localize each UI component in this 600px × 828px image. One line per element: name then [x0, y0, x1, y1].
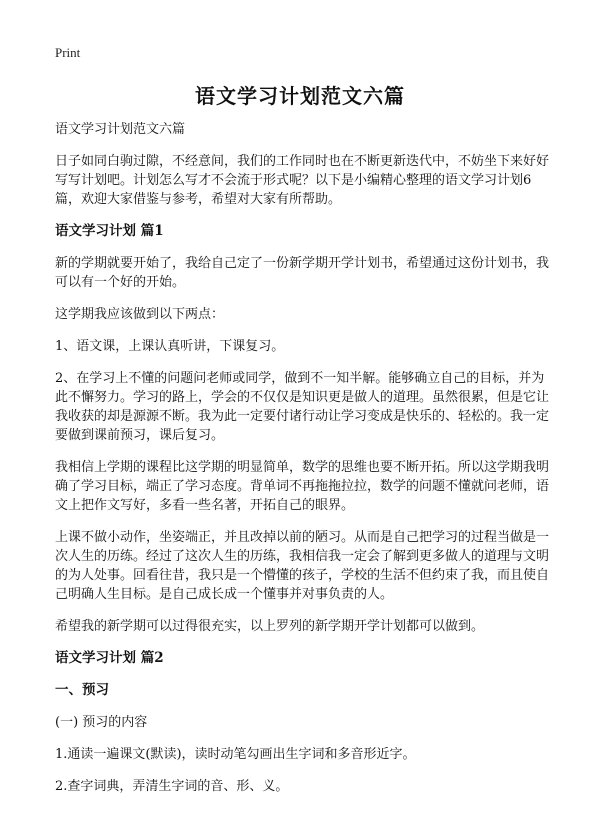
paragraph: 我相信上学期的课程比这学期的明显简单，数学的思维也要不断开拓。所以这学期我明确了学习目标，端正了学习态度。背单词不再拖拖拉拉，数学的问题不懂就问老师，语文上把作文写好，多看一些名著，开拓自己的眼界。	[55, 460, 550, 513]
intro-paragraph: 日子如同白驹过隙，不经意间，我们的工作同时也在不断更新迭代中，不妨坐下来好好写写计划吧。计划怎么写才不会流于形式呢？以下是小编精心整理的语文学习计划6篇，欢迎大家借鉴与参考，希望对大家有所帮助。	[55, 154, 550, 207]
page-title: 语文学习计划范文六篇	[195, 84, 405, 108]
paragraph: 新的学期就要开始了，我给自己定了一份新学期开学计划书，希望通过这份计划书，我可以有一个好的开始。	[55, 256, 550, 290]
paragraph: (一) 预习的内容	[55, 715, 148, 730]
document-body	[55, 120, 550, 809]
section-heading-2: 语文学习计划 篇2	[55, 650, 164, 666]
paragraph: 2.查字词典，弄清生字词的音、形、义。	[55, 779, 289, 794]
paragraph: 这学期我应该做到以下两点：	[55, 307, 225, 322]
subsection-heading: 一、预习	[55, 682, 109, 698]
paragraph: 上课不做小动作，坐姿端正，并且改掉以前的陋习。从而是自己把学习的过程当做是一次人生的历练。经过了这次人生的历练，我相信我一定会了解到更多做人的道理与文明的为人处事。回看往昔，我只是一个懵懂的孩子，学校的生活不但约束了我，而且使自己明确人生目标。是自己成长成一个懂事并对事负责的人。	[55, 530, 550, 602]
section-heading-1: 语文学习计划 篇1	[55, 223, 164, 239]
paragraph: 1.通读一遍课文(默读)，读时动笔勾画出生字词和多音形近字。	[55, 747, 416, 762]
print-label: Print	[55, 45, 81, 60]
subtitle: 语文学习计划范文六篇	[55, 122, 186, 137]
paragraph: 2、在学习上不懂的问题问老师或同学，做到不一知半解。能够确立自己的目标，并为此不懈努力。学习的路上，学会的不仅仅是知识更是做人的道理。虽然很累，但是它让我收获的却是源源不断。我为此一定要付诸行动让学习变成是快乐的、轻松的。我一定要做到课前预习，课后复习。	[55, 371, 550, 443]
paragraph: 希望我的新学期可以过得很充实，以上罗列的新学期开学计划都可以做到。	[55, 619, 485, 634]
paragraph: 1、语文课，上课认真听讲，下课复习。	[55, 339, 285, 354]
